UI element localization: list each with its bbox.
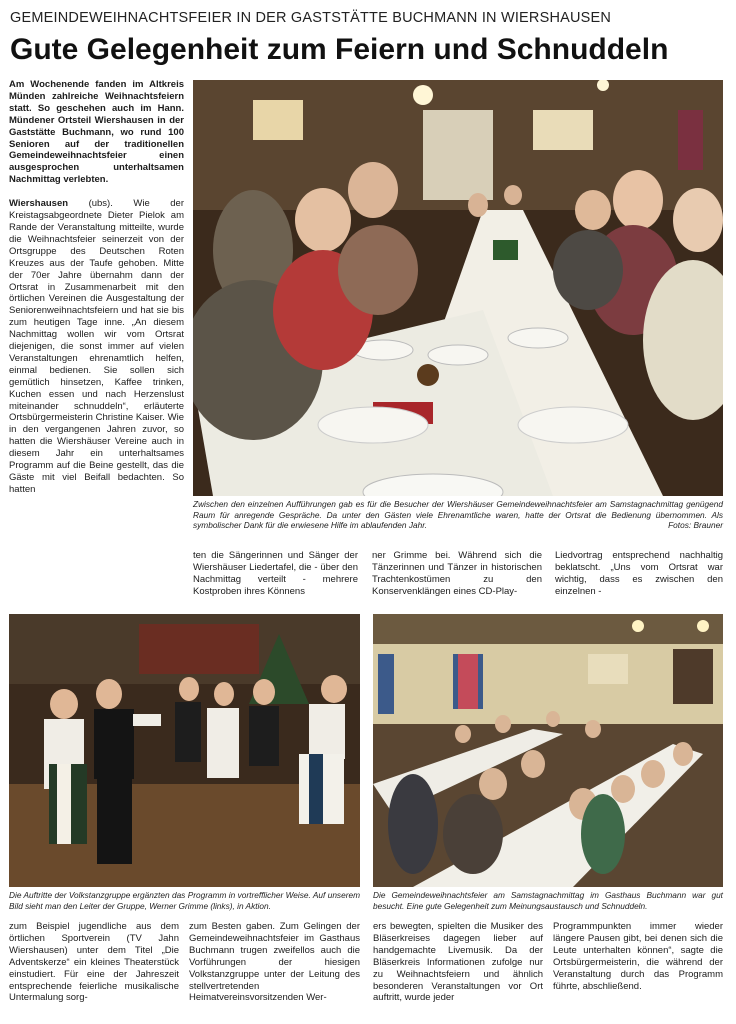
caption-top xyxy=(193,499,723,531)
article-lead: Am Wochenende fanden im Altkreis Münden zahlreiche Weihnachtsfeiern statt. So geschehen auch im Hann. Mündener Ortsteil Wiershausen in der Gaststätte Buchmann, wo rund 100 Senioren auf der traditionellen Gemeindeweihnachtsfeier einen ausgesprochen unterhaltsamen Nachmittag verlebten. xyxy=(9,79,184,186)
photo-folk-dance-group xyxy=(9,614,360,887)
body-col3-text: ner Grimme bei. Während sich die Tänzerinnen und Tänzer in historischen Trachtenkostümen zu den Konservenklängen eines CD-Play- xyxy=(372,550,542,597)
bottom-col3-text: ers bewegten, spielten die Musiker des Bläserkreises dagegen lieber auf handgemachte Livemusik. Da der Bläserkreis Informationen zufolge nur zu Weihnachtsfeiern und ähnlich besonderen Veranstaltungen vor Ort auftritt, wurde jeder xyxy=(373,921,543,1004)
article-bottom-column-3 xyxy=(373,921,543,1004)
photo-hall-overview xyxy=(373,614,723,887)
caption-right: Die Gemeindeweihnachtsfeier am Samstagnachmittag im Gasthaus Buchmann war gut besucht. Eine gute Gelegenheit zum Meinungsaustausch und Schnuddeln. xyxy=(373,890,723,911)
dateline: Wiershausen xyxy=(9,198,69,210)
caption-left: Die Auftritte der Volkstanzgruppe ergänzten das Programm in vortrefflicher Weise. Auf unserem Bild sieht man den Leiter der Gruppe, Werner Grimme (links), in Aktion. xyxy=(9,890,360,911)
article-bottom-column-1 xyxy=(9,921,179,1004)
article-kicker: GEMEINDEWEIHNACHTSFEIER IN DER GASTSTÄTTE BUCHMANN IN WIERSHAUSEN xyxy=(10,10,612,26)
article-bottom-column-4 xyxy=(553,921,723,992)
bottom-col1-text: zum Beispiel jugendliche aus dem örtlichen Sportverein (TV Jahn Wiershausen) unter dem Titel „Die Adventskerze“ ein kleines Theaterstück einstudiert. Für eine der Jahreszeit entsprechende feierliche musikalische Untermalung sorg- xyxy=(9,921,179,1004)
caption-top-text: Zwischen den einzelnen Aufführungen gab es für die Besucher der Wiershäuser Gemeindeweihnachtsfeier am Samstagnachmittag genügend Raum für anregende Gespräche. Da unter den Gästen viele Ehrenamtliche waren, hatte der Ortsrat die Bedienung übernommen. Als symbolischer Dank für die erwiesene Hilfe im ablaufenden Jahr. xyxy=(193,499,723,531)
article-column-3 xyxy=(372,550,542,598)
article-headline: Gute Gelegenheit zum Feiern und Schnuddeln xyxy=(10,33,669,66)
photo-seniors-at-coffee-table xyxy=(193,80,723,496)
bottom-col4-text: Programmpunkten immer wieder längere Pausen gibt, bei denen sich die Leute unterhalten können“, sagte die Ortsbürgermeisterin, die während der Veranstaltung durch das Programm führte, abschließend. xyxy=(553,921,723,992)
article-body-first xyxy=(9,198,184,496)
bottom-col2-text: zum Besten gaben. Zum Gelingen der Gemeindeweihnachtsfeier im Gasthaus Buchmann trugen zweifellos auch die Vorführungen der hiesigen Volkstanzgruppe unter der Leitung des stellvertretenden Heimatvereinsvorsitzenden Wer- xyxy=(189,921,360,1004)
article-column-2 xyxy=(193,550,358,598)
article-column-4 xyxy=(555,550,723,598)
photo-credit: Fotos: Brauner xyxy=(668,520,723,531)
body-col4-text: Liedvortrag entsprechend nachhaltig beklatscht. „Uns vom Ortsrat war wichtig, dass es zwischen den einzelnen - xyxy=(555,550,723,597)
article-column-left xyxy=(9,79,184,496)
body-col2-text: ten die Sängerinnen und Sänger der Wiershäuser Liedertafel, die - über den Nachmittag verteilt - mehrere Kostproben ihres Könnens xyxy=(193,550,358,597)
body-col1-text: (ubs). Wie der Kreistagsabgeordnete Dieter Pielok am Rande der Veranstaltung mitteilte, wurde die Weihnachtsfeier seinerzeit von der Ortsgruppe des Deutschen Roten Kreuzes aus der Taufe gehoben. Mitte der 70er Jahre übernahm dann der Ortsrat in Zusammenarbeit mit den örtlichen Vereinen die Ausgestaltung der Seniorenweihnachtsfeiern und hat sie bis zum heutigen Tage inne. „An diesem Nachmittag wollen wir vom Ortsrat diejenigen, die sonst immer auf vielen Veranstaltungen ehrenamtlich helfen, einmal bedienen. Sie sollen sich gemütlich hinsetzen, Kaffee trinken, Kuchen essen und nach Herzenslust miteinander schnuddeln“, erläuterte Ortsbürgermeisterin Christine Kaiser. Wie in den vergangenen Jahren zuvor, so hatten die Wiershäuser Vereine auch in diesem Jahr ein unterhaltsames Programm auf die Beine gestellt, das die Gäste mit viel Beifall bedachten. So hatten xyxy=(9,198,185,495)
article-bottom-column-2 xyxy=(189,921,360,1004)
